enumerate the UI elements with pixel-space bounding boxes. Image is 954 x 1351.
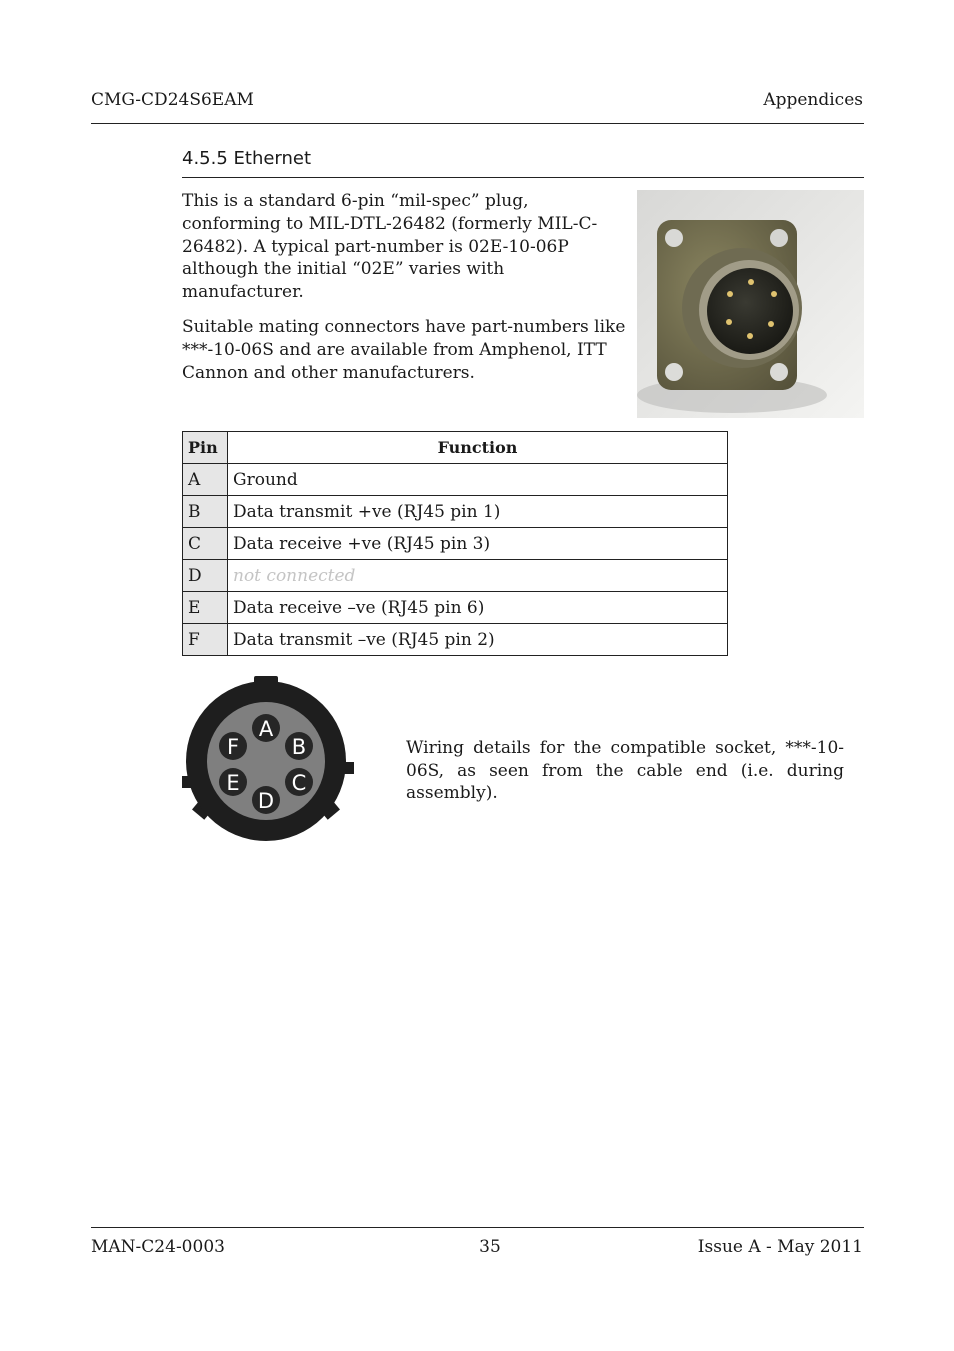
pin-b: [285, 732, 313, 760]
header-divider: [91, 123, 864, 124]
pin-c: [285, 768, 313, 796]
table-row: [183, 464, 728, 496]
svg-text:A: A: [258, 717, 274, 741]
function-cell-not-connected: not connected: [228, 560, 728, 592]
pin-f: [219, 732, 247, 760]
column-header-function: Function: [228, 432, 728, 464]
pin-cell: D: [183, 560, 228, 592]
intro-paragraph-2: Suitable mating connectors have part-numbers like ***-10-06S and are available from Amphenol, ITT Cannon and other manufacturers.: [182, 316, 626, 383]
diagram-caption: Wiring details for the compatible socket, ***-10-06S, as seen from the cable end (i.e. during assembly).: [406, 738, 844, 803]
function-cell: Ground: [228, 464, 728, 496]
table-row: [183, 496, 728, 528]
footer-manual-id: MAN-C24-0003: [91, 1237, 225, 1257]
function-cell: Data receive +ve (RJ45 pin 3): [228, 528, 728, 560]
socket-wiring-diagram: [180, 676, 356, 846]
page-number: 35: [479, 1237, 501, 1257]
pin-cell: F: [183, 624, 228, 656]
footer-issue: Issue A - May 2011: [697, 1237, 863, 1257]
svg-text:D: D: [257, 789, 275, 813]
section-title: 4.5.5 Ethernet: [182, 148, 312, 169]
pin-cell: A: [183, 464, 228, 496]
svg-text:F: F: [226, 735, 240, 759]
table-row: [183, 560, 728, 592]
pin-cell: B: [183, 496, 228, 528]
pin-e: [219, 768, 247, 796]
column-header-pin: Pin: [183, 432, 228, 464]
table-row: [183, 528, 728, 560]
function-cell: Data transmit +ve (RJ45 pin 1): [228, 496, 728, 528]
table-row: [183, 592, 728, 624]
footer-divider: [91, 1227, 864, 1228]
header-doc-id: CMG-CD24S6EAM: [91, 90, 254, 110]
pin-cell: C: [183, 528, 228, 560]
function-cell: Data receive –ve (RJ45 pin 6): [228, 592, 728, 624]
svg-text:E: E: [226, 771, 240, 795]
table-row: [183, 624, 728, 656]
pin-d: [252, 786, 280, 814]
svg-text:B: B: [291, 735, 307, 759]
table-header-row: [183, 432, 728, 464]
pin-a: [252, 714, 280, 742]
connector-photo: [637, 190, 864, 418]
svg-text:C: C: [291, 771, 307, 795]
pin-function-table: [182, 431, 728, 656]
header-section: Appendices: [763, 90, 863, 110]
pin-cell: E: [183, 592, 228, 624]
intro-text: [182, 190, 628, 396]
section-divider: [182, 177, 864, 178]
intro-paragraph-1: This is a standard 6-pin “mil-spec” plug, conforming to MIL-DTL-26482 (formerly MIL-C-26482). A typical part-number is 02E-10-06P although the initial “02E” varies with manufacturer.: [182, 191, 598, 303]
function-cell: Data transmit –ve (RJ45 pin 2): [228, 624, 728, 656]
